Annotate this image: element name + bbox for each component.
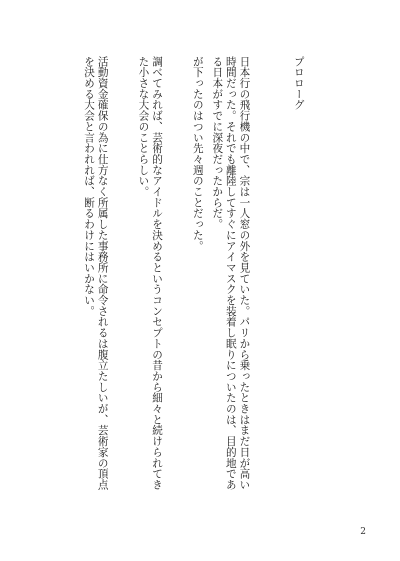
page-number: 2 — [360, 527, 366, 537]
paragraph: 日本行の飛行機の中で、宗は一人窓の外を見ていた。パリから乗ったときはまだ日が高い時間だった。それでも離陸してすぐにアイマスクを装着し眠りについたのは、目的地である日本がすでに深夜だったからだ。 — [211, 56, 251, 490]
paragraph: 調べてみれば、芸術的なアイドルを決めるというコンセプトの昔から細々と続けられてきた小さな大会のことらしい。 — [137, 56, 164, 490]
chapter-heading: プロローグ — [292, 56, 305, 111]
paragraph: が下ったのはつい先々週のことだった。 — [191, 56, 204, 252]
paragraph: 活動資金確保の為に仕方なく所属した事務所に命令されるは腹立たしいが、芸術家の頂点を決める大会と言われれば、断るわけにはいかない。 — [83, 56, 109, 490]
left-text-block — [83, 56, 231, 492]
